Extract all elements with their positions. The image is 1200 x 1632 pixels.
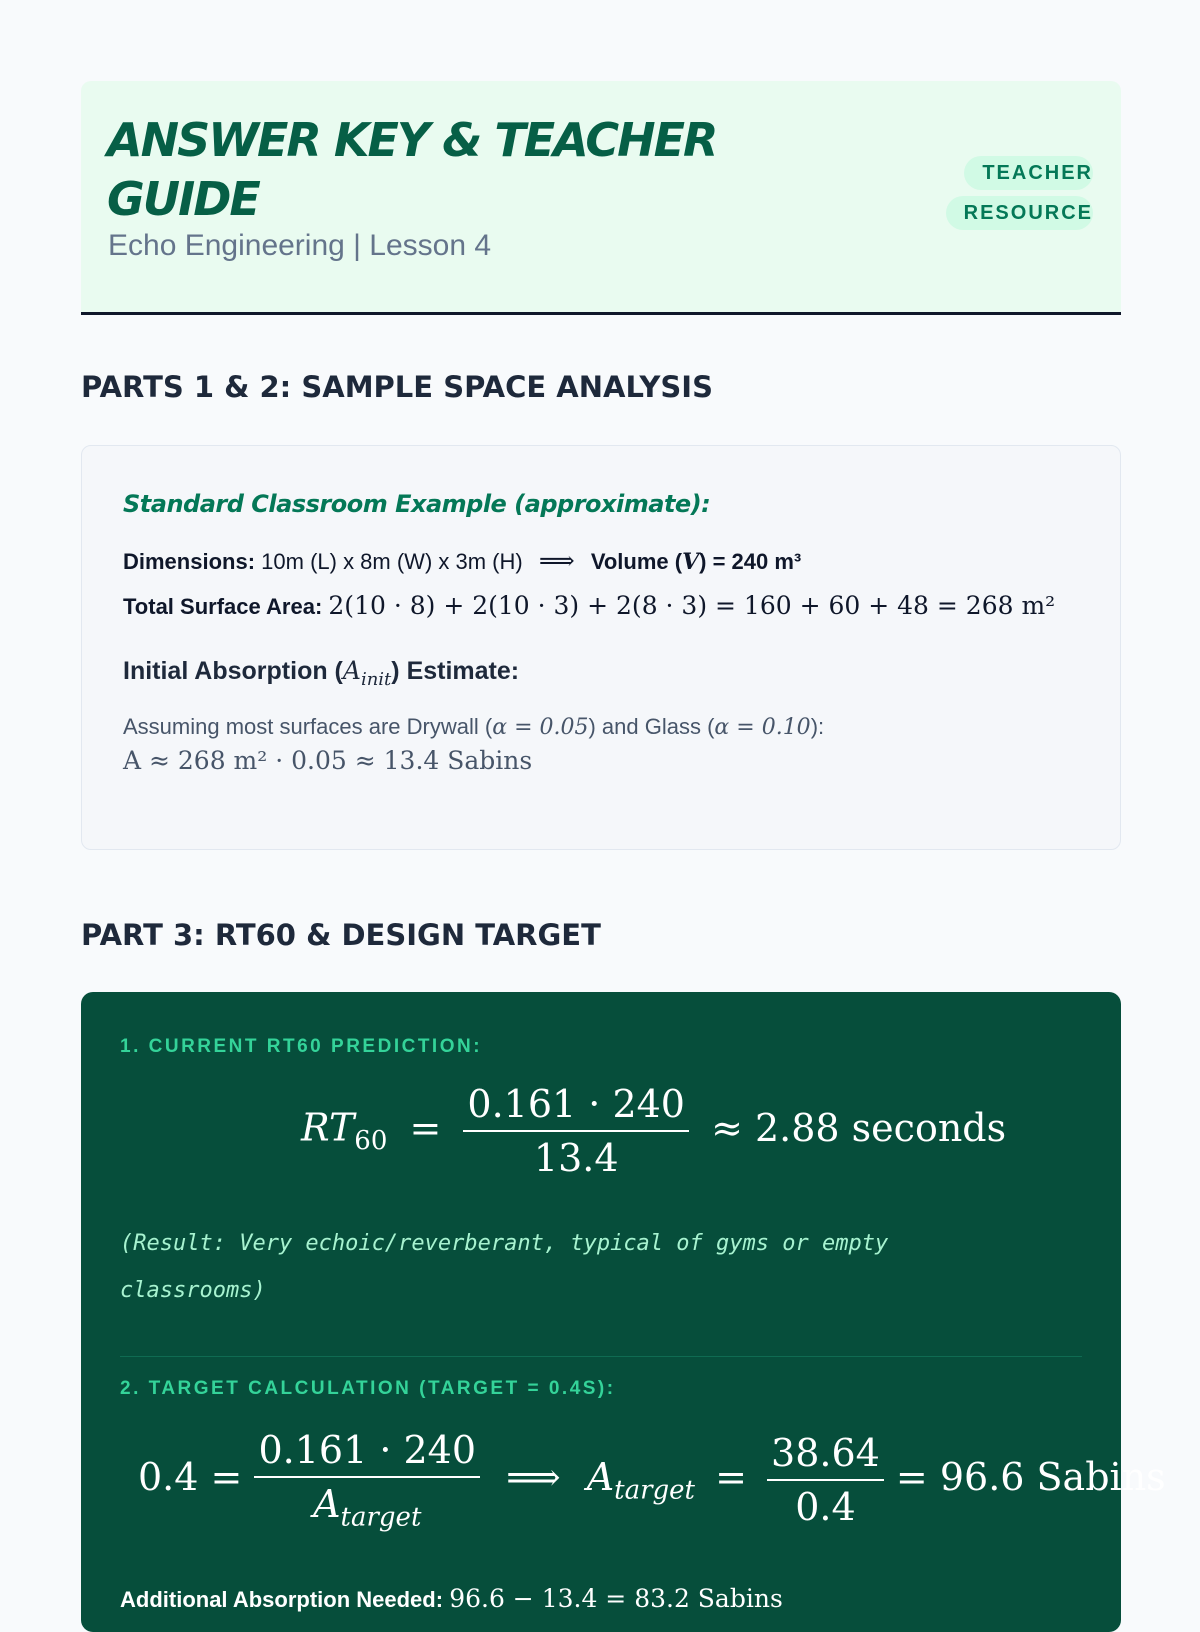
surface-area-formula: 2(10 · 8) + 2(10 · 3) + 2(8 · 3) = 160 + 60 + 48 = 268 m² bbox=[328, 591, 1056, 620]
step1-label: 1. CURRENT RT60 PREDICTION: bbox=[120, 1036, 483, 1057]
target-fraction-2: $\frac{38.64}{0.4}$ bbox=[767, 1431, 884, 1529]
volume-label: Volume (V) = 240 m³ bbox=[590, 549, 802, 575]
absorption-heading: Initial Absorption $(A_{init})$ Estimate: bbox=[123, 656, 520, 690]
teacher-resource-badge bbox=[945, 153, 1093, 233]
classroom-example-card bbox=[81, 445, 1121, 850]
section-heading-analysis: PARTS 1 & 2: SAMPLE SPACE ANALYSIS bbox=[81, 370, 713, 404]
surface-area-line bbox=[123, 591, 1055, 620]
additional-absorption-value: 96.6 − 13.4 = 83.2 Sabins bbox=[449, 1584, 783, 1613]
assumption-line: Assuming most surfaces are Drywall (α = 0.05) and Glass (α = 0.10): bbox=[123, 714, 825, 740]
rt60-calculation-card bbox=[81, 992, 1166, 1632]
rt60-fraction: $\frac{0.161 \cdot 240}{13.4}$ bbox=[463, 1082, 689, 1180]
implies-arrow: ⟹ bbox=[538, 546, 575, 575]
additional-absorption-line bbox=[120, 1584, 783, 1613]
absorption-estimate: A ≈ 268 m² · 0.05 ≈ 13.4 Sabins bbox=[123, 746, 533, 775]
additional-absorption-label: Additional Absorption Needed: bbox=[120, 1587, 444, 1612]
result-note: (Result: Very echoic/reverberant, typical of gyms or empty classrooms) bbox=[120, 1231, 889, 1303]
rt60-result: ≈ 2.88 seconds bbox=[711, 1105, 1007, 1150]
surface-area-label: Total Surface Area: bbox=[123, 594, 323, 619]
badge-label: TEACHER RESOURCE bbox=[946, 156, 1093, 230]
section-heading-rt60: PART 3: RT60 & DESIGN TARGET bbox=[81, 918, 601, 952]
page-title: ANSWER KEY & TEACHER GUIDE bbox=[107, 113, 717, 226]
page-header bbox=[81, 81, 1121, 315]
section-divider bbox=[120, 1356, 1082, 1357]
page-subtitle: Echo Engineering | Lesson 4 bbox=[108, 229, 492, 262]
dimensions-value: 10m (L) x 8m (W) x 3m (H) bbox=[261, 549, 523, 574]
target-formula: 0.4 = $\frac{0.161 \cdot 240}{A_{target}}$ ⟹ $A_{target}$ = $\frac{38.64}{0.4}$ = 96.6 Sabins bbox=[138, 1428, 1166, 1533]
dimensions-line bbox=[123, 546, 801, 575]
step2-label: 2. TARGET CALCULATION (TARGET = 0.4S): bbox=[120, 1378, 616, 1399]
target-fraction-1: $\frac{0.161 \cdot 240}{A_{target}}$ bbox=[254, 1428, 480, 1533]
target-result: = 96.6 Sabins bbox=[895, 1454, 1166, 1499]
dimensions-label: Dimensions: bbox=[123, 549, 256, 574]
example-title: Standard Classroom Example (approximate): bbox=[123, 490, 711, 518]
rt60-formula: $RT_{60}$ = $\frac{0.161 \cdot 240}{13.4}$ ≈ 2.88 seconds bbox=[301, 1082, 1007, 1180]
